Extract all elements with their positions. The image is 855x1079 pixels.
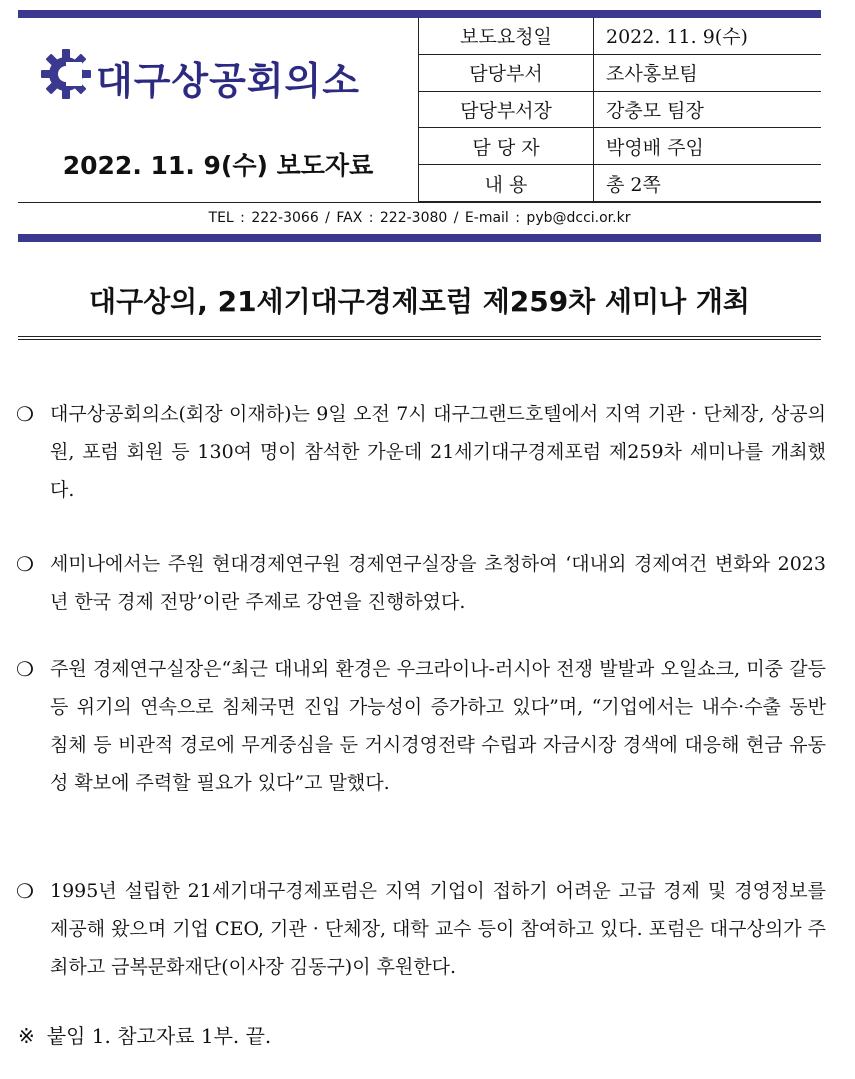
info-value: 박영배 주임 (594, 128, 822, 165)
reference-mark-icon: ※ (18, 1024, 35, 1048)
info-label: 담당부서 (419, 54, 594, 91)
info-label: 내 용 (419, 165, 594, 202)
release-info-table (418, 18, 821, 202)
contact-info: TEL : 222-3066 / FAX : 222-3080 / E-mail : pyb@dcci.or.kr (18, 202, 821, 233)
info-value: 2022. 11. 9(수) (594, 18, 822, 54)
info-label: 담당부서장 (419, 91, 594, 128)
info-value: 조사홍보팀 (594, 54, 822, 91)
organization-name: 대구상공회의소 (96, 59, 360, 103)
press-release-header (18, 18, 821, 202)
body-paragraph (16, 545, 826, 621)
headline-divider (18, 336, 821, 340)
paragraph-text: 대구상공회의소(회장 이재하)는 9일 오전 7시 대구그랜드호텔에서 지역 기관 · 단체장, 상공의원, 포럼 회원 등 130여 명이 참석한 가운데 21세기대구경제포럼 제259차 세미나를 개최했다. (50, 403, 826, 501)
attachment-text: 붙임 1. 참고자료 1부. 끝. (46, 1024, 272, 1048)
info-value: 총 2쪽 (594, 165, 822, 202)
info-value: 강충모 팀장 (594, 91, 822, 128)
body-paragraph (16, 395, 826, 509)
circle-bullet-icon: ❍ (16, 879, 34, 903)
gear-logo-icon (40, 48, 92, 100)
info-row (419, 18, 822, 54)
info-row (419, 91, 822, 128)
info-row (419, 165, 822, 202)
circle-bullet-icon: ❍ (16, 657, 34, 681)
attachment-note (18, 1020, 271, 1049)
bottom-accent-bar (18, 234, 821, 242)
info-row (419, 128, 822, 165)
circle-bullet-icon: ❍ (16, 552, 34, 576)
info-label: 보도요청일 (419, 18, 594, 54)
top-accent-bar (18, 10, 821, 18)
paragraph-text: 주원 경제연구실장은“최근 대내외 환경은 우크라이나-러시아 전쟁 발발과 오일쇼크, 미중 갈등 등 위기의 연속으로 침체국면 진입 가능성이 증가하고 있다”며, “기업에서는 내수·수출 동반 침체 등 비관적 경로에 무게중심을 둔 거시경영전략 수립과 자금시장 경색에 대응해 현금 유동성 확보에 주력할 필요가 있다”고 말했다. (50, 658, 826, 794)
circle-bullet-icon: ❍ (16, 402, 34, 426)
headline: 대구상의, 21세기대구경제포럼 제259차 세미나 개최 (89, 285, 750, 318)
info-row (419, 54, 822, 91)
paragraph-text: 1995년 설립한 21세기대구경제포럼은 지역 기업이 접하기 어려운 고급 경제 및 경영정보를 제공해 왔으며 기업 CEO, 기관 · 단체장, 대학 교수 등이 참여하고 있다. 포럼은 대구상의가 주최하고 금복문화재단(이사장 김동구)이 후원한다. (50, 880, 826, 978)
body-paragraph (16, 872, 826, 986)
info-label: 담 당 자 (419, 128, 594, 165)
body-paragraph (16, 650, 826, 802)
release-date-label: 2022. 11. 9(수) 보도자료 (62, 151, 374, 180)
paragraph-text: 세미나에서는 주원 현대경제연구원 경제연구실장을 초청하여 ‘대내외 경제여건 변화와 2023년 한국 경제 전망’이란 주제로 강연을 진행하였다. (50, 553, 826, 613)
logo-area (18, 18, 418, 130)
